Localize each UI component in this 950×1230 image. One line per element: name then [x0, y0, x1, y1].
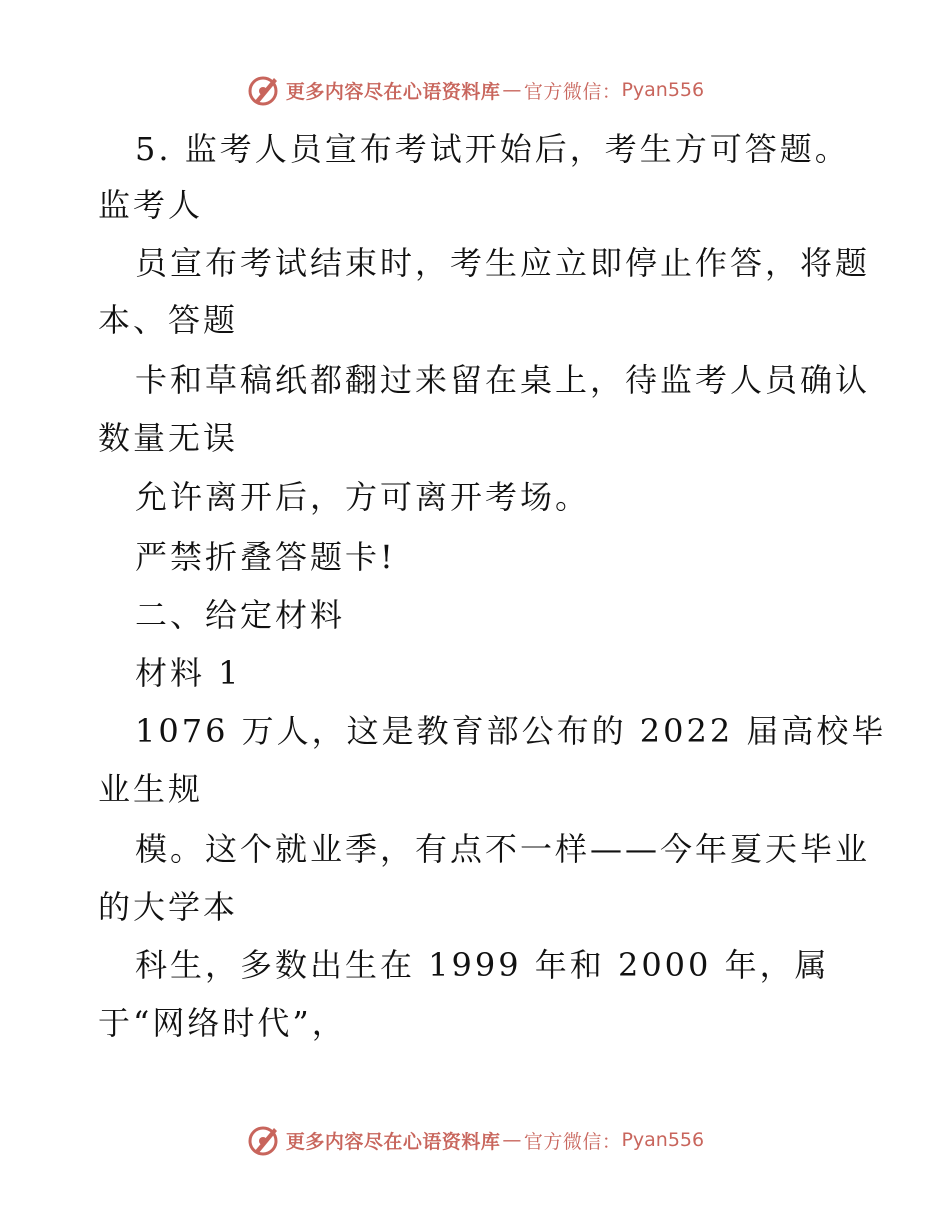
watermark-main-text: 更多内容尽在心语资料库	[285, 80, 501, 103]
body-line: 数量无误	[98, 419, 239, 457]
body-line: 于“网络时代”，	[98, 1004, 347, 1042]
quill-seal-icon	[246, 1122, 282, 1158]
body-line: 监考人	[98, 186, 204, 224]
section-heading: 二、给定材料	[135, 596, 346, 634]
body-line: 允许离开后，方可离开考场。	[135, 478, 591, 516]
quill-seal-icon	[246, 72, 282, 108]
watermark-header	[0, 70, 950, 110]
body-line: 严禁折叠答题卡!	[135, 538, 396, 576]
body-line: 员宣布考试结束时，考生应立即停止作答，将题	[135, 244, 871, 282]
watermark-wechat-label: 官方微信：	[523, 1130, 622, 1153]
watermark-dash: —	[502, 79, 522, 101]
watermark-main-text: 更多内容尽在心语资料库	[285, 1130, 501, 1153]
body-line: 模。这个就业季，有点不一样——今年夏天毕业	[135, 830, 871, 868]
body-line: 科生，多数出生在 1999 年和 2000 年，属	[135, 946, 830, 984]
material-heading: 材料 1	[135, 654, 242, 692]
body-line: 1076 万人，这是教育部公布的 2022 届高校毕	[135, 712, 887, 750]
body-line: 5. 监考人员宣布考试开始后，考生方可答题。	[135, 130, 850, 168]
body-line: 卡和草稿纸都翻过来留在桌上，待监考人员确认	[135, 361, 871, 399]
body-line: 的大学本	[98, 888, 239, 926]
watermark-footer	[0, 1120, 950, 1160]
watermark-dash: —	[502, 1129, 522, 1151]
body-line: 业生规	[98, 770, 204, 808]
body-line: 本、答题	[98, 301, 239, 339]
watermark-account: Pyan556	[621, 1129, 705, 1151]
watermark-wechat-label: 官方微信：	[523, 80, 622, 103]
watermark-account: Pyan556	[621, 79, 705, 101]
